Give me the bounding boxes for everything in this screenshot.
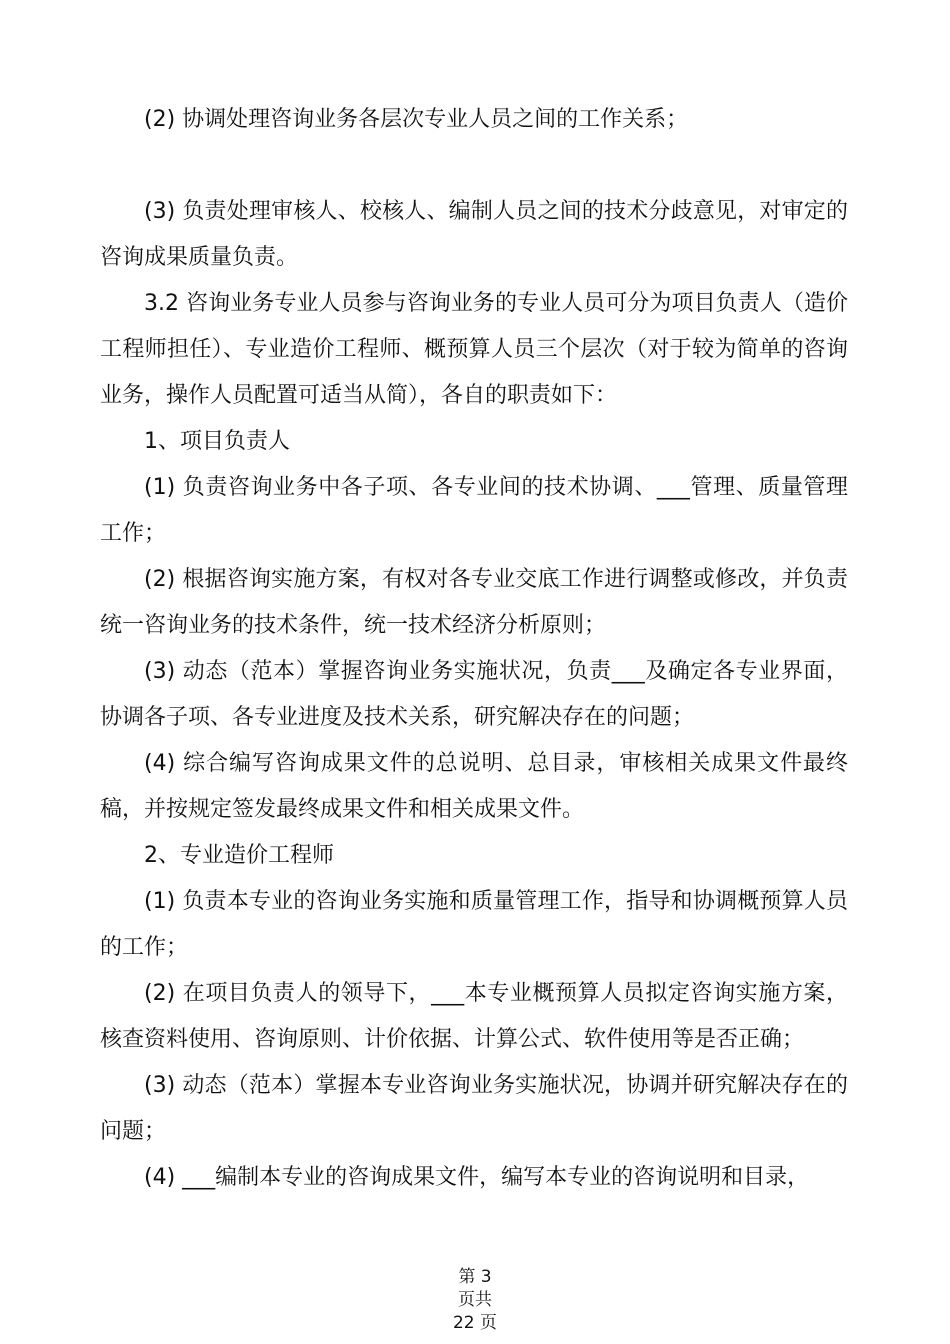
paragraph: (4) ___编制本专业的咨询成果文件，编写本专业的咨询说明和目录，: [144, 1165, 810, 1190]
page-number-line: 22 页: [452, 1313, 498, 1333]
paragraph: (1) 负责本专业的咨询业务实施和质量管理工作，指导和协调概预算人员的工作；: [100, 889, 848, 960]
document-body: [100, 97, 848, 1201]
paragraph: (1) 负责咨询业务中各子项、各专业间的技术协调、___管理、质量管理工作；: [100, 475, 848, 546]
paragraph: (4) 综合编写咨询成果文件的总说明、总目录，审核相关成果文件最终稿，并按规定签发最终成果文件和相关成果文件。: [100, 751, 848, 822]
paragraph: (3) 动态（范本）掌握本专业咨询业务实施状况，协调并研究解决存在的问题；: [100, 1073, 848, 1144]
paragraph: (3) 负责处理审核人、校核人、编制人员之间的技术分歧意见，对审定的咨询成果质量负责。: [100, 199, 848, 270]
paragraph: 3.2 咨询业务专业人员参与咨询业务的专业人员可分为项目负责人（造价工程师担任）、专业造价工程师、概预算人员三个层次（对于较为简单的咨询业务，操作人员配置可适当从简），各自的职责如下：: [100, 291, 848, 408]
page-number-line: 第 3: [458, 1267, 492, 1287]
paragraph: (2) 协调处理咨询业务各层次专业人员之间的工作关系；: [144, 107, 689, 132]
section-heading: 1、项目负责人: [144, 429, 290, 454]
paragraph: (2) 根据咨询实施方案，有权对各专业交底工作进行调整或修改，并负责统一咨询业务的技术条件，统一技术经济分析原则；: [100, 567, 848, 638]
paragraph: (3) 动态（范本）掌握咨询业务实施状况，负责___及确定各专业界面，协调各子项、各专业进度及技术关系，研究解决存在的问题；: [100, 659, 848, 730]
page-number-footer: [0, 1266, 950, 1335]
page-number-line: 页共: [458, 1290, 492, 1310]
section-heading: 2、专业造价工程师: [144, 843, 334, 868]
paragraph: (2) 在项目负责人的领导下，___本专业概预算人员拟定咨询实施方案，核查资料使用、咨询原则、计价依据、计算公式、软件使用等是否正确；: [100, 981, 848, 1052]
